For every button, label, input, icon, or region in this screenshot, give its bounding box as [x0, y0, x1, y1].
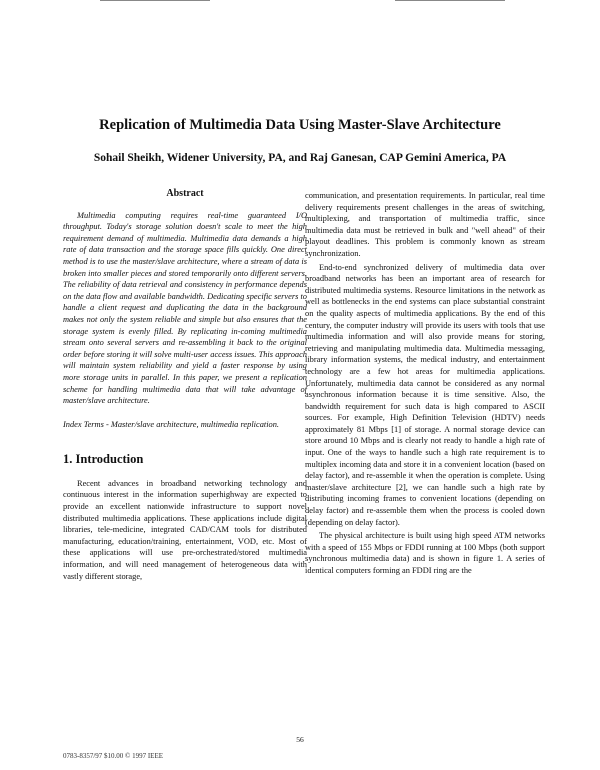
introduction-heading: 1. Introduction — [63, 452, 144, 467]
paper-title: Replication of Multimedia Data Using Master-Slave Architecture — [99, 117, 501, 133]
paper-authors: Sohail Sheikh, Widener University, PA, and Raj Ganesan, CAP Gemini America, PA — [93, 152, 507, 164]
abstract-text: Multimedia computing requires real-time guaranteed I/O throughput. Today's storage solution doesn't scale to meet the high requirement demand of multimedia. Multimedia data demands a high rate of data transaction and the storage space fills quickly. One direct method is to use the master/slave architecture, where a stream of data is broken into smaller pieces and stored temporarily onto different servers. The reliability of data retrieval and consistency in performance depends on the data flow and available bandwidth. Dedicating specific servers to handle a client request and duplicating the data in the background makes not only the system reliable and simple but also ensures that the storage system is evenly filled. By replicating in-coming multimedia stream onto several servers and re-assembling it back to the original order before storing it will solve multi-user access issues. This approach will maintain system reliability and yield a faster response by using more storage units in parallel. In this paper, we present a replication scheme for handling multimedia data that will take advantage of master/slave architecture. — [63, 210, 307, 406]
page-number: 56 — [296, 735, 304, 744]
left-column — [63, 188, 307, 582]
scan-edge-mark-left — [100, 0, 210, 1]
copyright-line: 0783-8357/97 $10.00 © 1997 IEEE — [63, 752, 164, 760]
right-paragraph-continued: communication, and presentation requirements. In particular, real time delivery requirements present challenges in the areas of switching, multiplexing, and transportation of multimedia traffic, since multimedia data must be retrieved in bulk and "well ahead" of their playout deadlines. This problem is commonly known as stream synchronization. — [305, 191, 545, 258]
right-column — [305, 190, 545, 577]
right-paragraph-synchronization: End-to-end synchronized delivery of multimedia data over broadband networks has been an important area of research for distributed multimedia systems. Resource limitations in the network as well as bottlenecks in the end systems can place substantial constraint on the quality aspects of multimedia applications. By the end of this century, the computer industry will provide its users with tools that use multimedia information and will also provide means for storing, retrieving and manipulating multimedia data. Multimedia messaging, library information systems, the medical industry, and entertainment technology are a few hot areas for multimedia applications. Unfortunately, multimedia data cannot be considered as any normal asynchronous information because it is time sensitive. Also, the bandwidth requirement for such data is high compared to ASCII sources. For example, High Definition Television (HDTV) needs approximately 81 Mbps [1] of storage. A normal storage device can store around 10 Mbps and is clearly not ready to handle a high rate of input. One of the ways to handle such a high rate requirement is to multiplex incoming data and store it in a convenient location (based on delay factor), and re-assemble it when the operation is complete. Using master/slave architecture [2], we can handle such a high rate by distributing incoming frames to convenient locations (depending on delay factor) and re-assemble them when the process is cooled down (depending on delay factor). — [305, 262, 545, 527]
scan-edge-mark-right — [395, 0, 505, 1]
abstract-heading: Abstract — [166, 188, 204, 199]
right-paragraph-architecture: The physical architecture is built using high speed ATM networks with a speed of 155 Mbps or FDDI running at 100 Mbps (both support synchronous multimedia data) and is shown in figure 1. A series of identical computers forming an FDDI ring are the — [305, 531, 545, 575]
introduction-paragraph: Recent advances in broadband networking technology and continuous interest in the information superhighway are expected to provide an excellent nationwide infrastructure to support novel distributed multimedia applications. These applications include digital libraries, tele-medicine, integrated CAD/CAM tools for distributed manufacturing, education/training, entertainment, VOD, etc. Most of these applications will use pre-orchestrated/stored multimedia information, and will need management of heterogeneous data with vastly different storage, — [63, 478, 307, 581]
index-terms: Index Terms - Master/slave architecture, multimedia replication. — [63, 419, 280, 429]
